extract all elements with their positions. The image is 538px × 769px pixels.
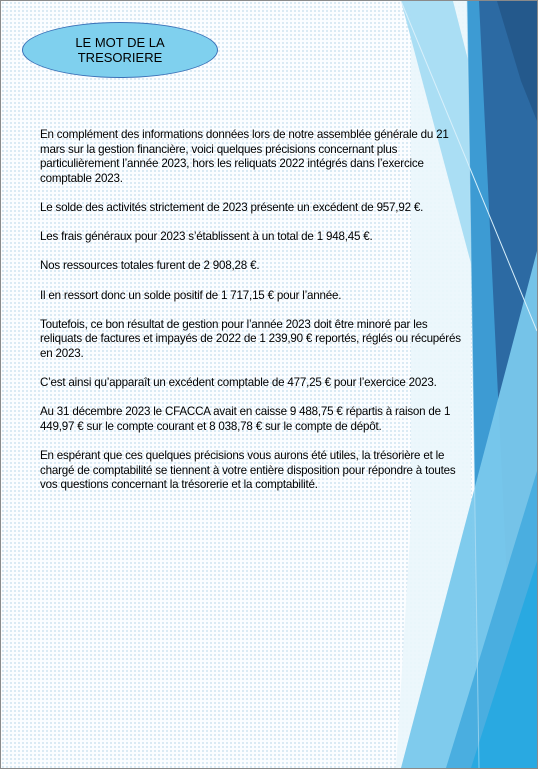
page-title: LE MOT DE LA TRESORIERE [75,35,165,65]
paragraph-solde-positif: Il en ressort donc un solde positif de 1 717,15 € pour l’année. [40,288,342,302]
paragraph-reliquats: Toutefois, ce bon résultat de gestion pour l’année 2023 doit être minoré par les reliquats de factures et impayés de 2022 de 1 239,90 € reportés, réglés ou récupérés en 2023. [40,317,461,360]
title-oval [22,22,218,78]
paragraph-conclusion: En espérant que ces quelques précisions vous aurons été utiles, la trésorière et le chargé de comptabilité se tiennent à votre entière disposition pour répondre à toutes vos questions concernant la trésorerie et la comptabilité. [40,449,456,492]
body-text [40,128,464,507]
paragraph-intro: En complément des informations données lors de notre assemblée générale du 21 mars sur la gestion financière, voici quelques précisions concernant plus particulièrement l’année 2023, hors les reliquats 2022 intégrés dans l’exercice comptable 2023. [40,128,449,185]
paragraph-solde-activites: Le solde des activités strictement de 2023 présente un excédent de 957,92 €. [40,200,424,214]
paragraph-caisse: Au 31 décembre 2023 le CFACCA avait en caisse 9 488,75 € répartis à raison de 1 449,97 € sur le compte courant et 8 038,78 € sur le compte de dépôt. [40,405,451,433]
paragraph-frais-generaux: Les frais généraux pour 2023 s’établissent à un total de 1 948,45 €. [40,230,373,244]
paragraph-ressources: Nos ressources totales furent de 2 908,28 €. [40,259,260,273]
paragraph-excedent: C’est ainsi qu’apparaît un excédent comptable de 477,25 € pour l’exercice 2023. [40,376,437,390]
